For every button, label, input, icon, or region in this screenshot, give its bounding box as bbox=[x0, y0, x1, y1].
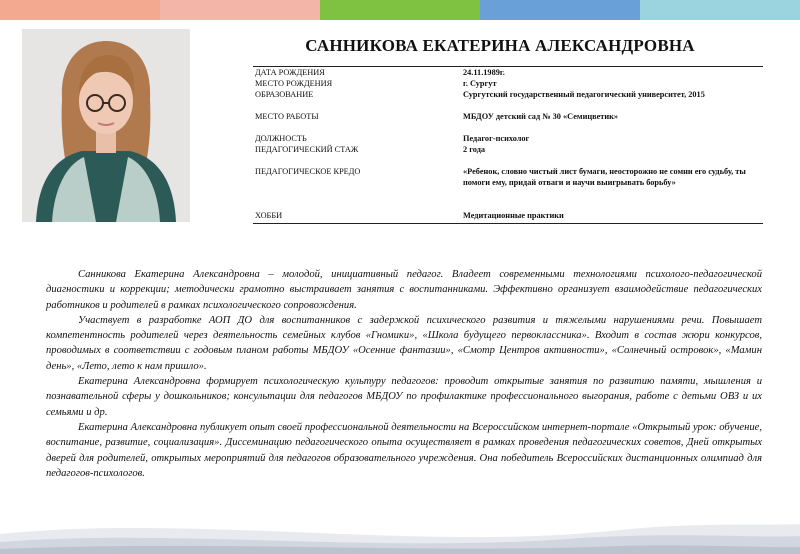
info-row-birthplace bbox=[253, 79, 763, 90]
info-label: ОБРАЗОВАНИЕ bbox=[255, 90, 314, 99]
info-value: «Ребенок, словно чистый лист бумаги, неосторожно не сомни его судьбу, ты помоги ему, придай отваги и научи выигрывать борьбу» bbox=[463, 167, 746, 187]
top-bar-segment-3 bbox=[320, 0, 480, 20]
info-value: 2 года bbox=[463, 145, 486, 154]
info-value: МБДОУ детский сад № 30 «Семицветик» bbox=[463, 112, 619, 121]
top-color-bar bbox=[0, 0, 800, 20]
info-row-credo bbox=[253, 167, 763, 211]
bio-paragraph: Екатерина Александровна формирует психологическую культуру педагогов: проводит открытые занятия по развитию памяти, мышления и познавательной сферы у дошкольников; консультации для педагогов МБДОУ по профилактике профессионального выгорания, работе с детьми ОВЗ и их семьями и др. bbox=[46, 376, 762, 418]
info-label: ПЕДАГОГИЧЕСКОЕ КРЕДО bbox=[255, 167, 361, 176]
bio-paragraph: Екатерина Александровна публикует опыт своей профессиональной деятельности на Всероссийском интернет-портале «Открытый урок: обучение, воспитание, развитие, социализация». Диссеминацию педагогического опыта осуществляет в рамках проведения педагогических советов, Дней открытых дверей для родителей, открытых мероприятий для педагогов образовательного учреждения. Она победитель Всероссийских дистанционных олимпиад для педагогов-психологов. bbox=[46, 421, 762, 479]
bio-paragraph: Участвует в разработке АОП ДО для воспитанников с задержкой психического развития и тяжелыми нарушениями речи. Повышает компетентность родителей через деятельность семейных клубов «Гномики», «Школа будущего первоклассника». Входит в состав жюри конкурсов, проводимых в соответствии с годовым планом работы МБДОУ «Осенние фантазии», «Смотр Центров активности», «Солнечный островок», «Мамин день», «Лето, лето к нам пришло». bbox=[46, 314, 762, 372]
info-row-hobby bbox=[253, 211, 763, 223]
info-table bbox=[253, 66, 763, 224]
top-bar-segment-4 bbox=[480, 0, 640, 20]
info-value: Медитационные практики bbox=[463, 211, 564, 220]
bio-paragraph: Санникова Екатерина Александровна – молодой, инициативный педагог. Владеет современными технологиями психолого-педагогической диагностики и коррекции; методически грамотно выстраивает занятия с воспитанниками. Эффективно организует взаимодействие педагогических работников и родителей в рамках психологического сопровождения. bbox=[46, 269, 762, 311]
info-label: МЕСТО РОЖДЕНИЯ bbox=[255, 79, 333, 88]
info-row-position bbox=[253, 134, 763, 145]
info-value: Сургутский государственный педагогический университет, 2015 bbox=[463, 90, 705, 99]
person-name-title: САННИКОВА ЕКАТЕРИНА АЛЕКСАНДРОВНА bbox=[305, 36, 695, 55]
biography-text bbox=[46, 267, 762, 481]
info-value: 24.11.1989г. bbox=[463, 68, 505, 77]
info-value: Педагог-психолог bbox=[463, 134, 530, 143]
bottom-wave-decoration bbox=[0, 494, 800, 554]
info-row-birthdate bbox=[253, 68, 763, 79]
info-label: ДОЛЖНОСТЬ bbox=[255, 134, 307, 143]
info-label: ДАТА РОЖДЕНИЯ bbox=[255, 68, 325, 77]
portrait-photo bbox=[22, 29, 190, 222]
info-value: г. Сургут bbox=[463, 79, 497, 88]
top-bar-segment-2 bbox=[160, 0, 320, 20]
info-label: ПЕДАГОГИЧЕСКИЙ СТАЖ bbox=[255, 145, 359, 154]
top-bar-segment-1 bbox=[0, 0, 160, 20]
info-row-experience bbox=[253, 145, 763, 167]
top-bar-segment-5 bbox=[640, 0, 800, 20]
info-row-education bbox=[253, 90, 763, 112]
info-row-workplace bbox=[253, 112, 763, 134]
info-label: ХОББИ bbox=[255, 211, 283, 220]
info-label: МЕСТО РАБОТЫ bbox=[255, 112, 319, 121]
